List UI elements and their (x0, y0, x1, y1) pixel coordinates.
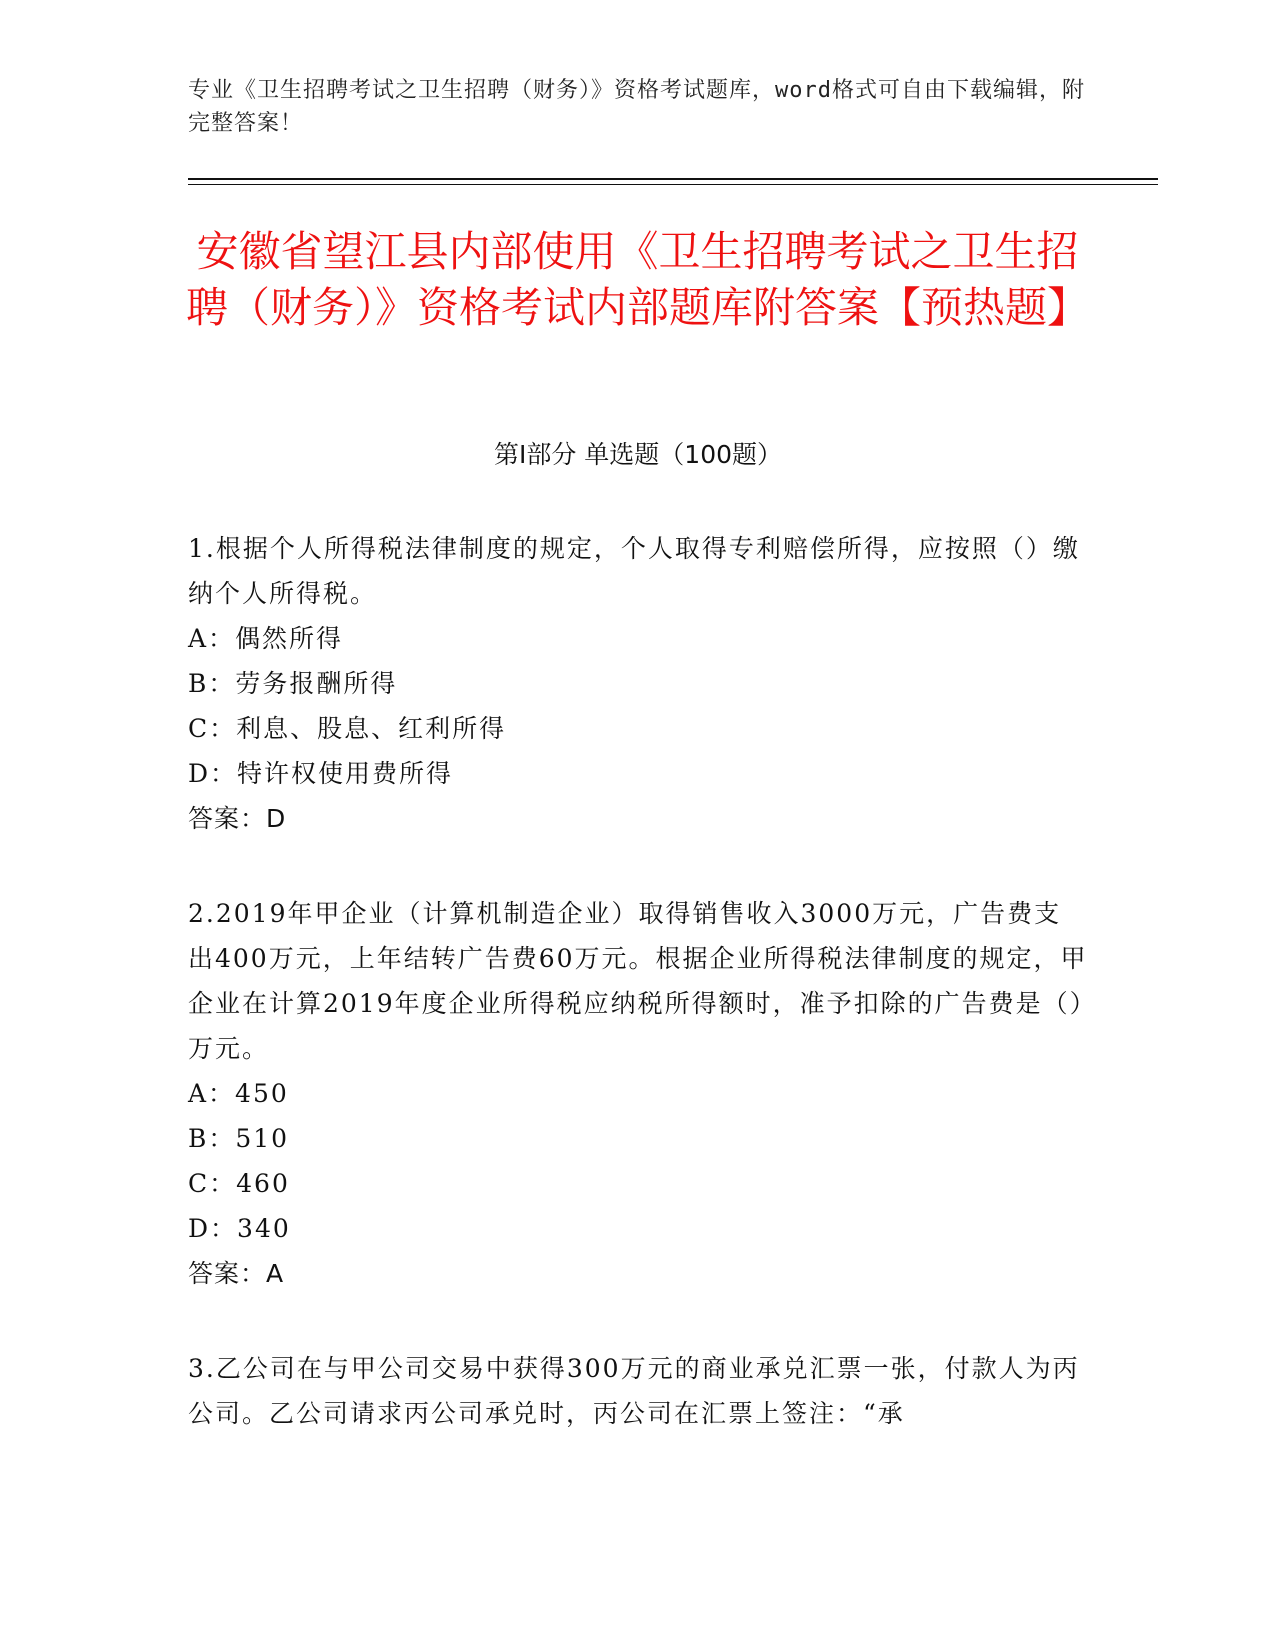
option-d: D：340 (188, 1214, 291, 1243)
question-stem: 1.根据个人所得税法律制度的规定，个人取得专利赔偿所得，应按照（）缴纳个人所得税。 (188, 534, 1080, 608)
answer: 答案：D (188, 804, 287, 833)
header-note: 专业《卫生招聘考试之卫生招聘（财务）》资格考试题库，word格式可自由下载编辑，附完整答案！ (188, 78, 1085, 136)
option-a: A：偶然所得 (188, 624, 344, 653)
option-c: C：460 (188, 1169, 290, 1198)
option-b: B：510 (188, 1124, 290, 1153)
header-rule-thin (188, 184, 1158, 185)
section-title: 第I部分 单选题（100题） (493, 440, 783, 469)
question-1 (188, 526, 1088, 841)
document-title: 安徽省望江县内部使用《卫生招聘考试之卫生招聘（财务）》资格考试内部题库附答案【预热题】 (185, 227, 1089, 332)
question-2 (188, 891, 1088, 1296)
question-3 (188, 1346, 1088, 1436)
question-stem: 2.2019年甲企业（计算机制造企业）取得销售收入3000万元，广告费支出400万元，上年结转广告费60万元。根据企业所得税法律制度的规定，甲企业在计算2019年度企业所得税应纳税所得额时，准予扣除的广告费是（）万元。 (188, 899, 1088, 1063)
question-stem: 3.乙公司在与甲公司交易中获得300万元的商业承兑汇票一张，付款人为丙公司。乙公司请求丙公司承兑时，丙公司在汇票上签注：“承 (188, 1354, 1080, 1428)
option-a: A：450 (188, 1079, 289, 1108)
header-rule (188, 178, 1158, 180)
option-d: D：特许权使用费所得 (188, 759, 454, 788)
answer: 答案：A (188, 1259, 285, 1288)
option-b: B：劳务报酬所得 (188, 669, 398, 698)
option-c: C：利息、股息、红利所得 (188, 714, 507, 743)
